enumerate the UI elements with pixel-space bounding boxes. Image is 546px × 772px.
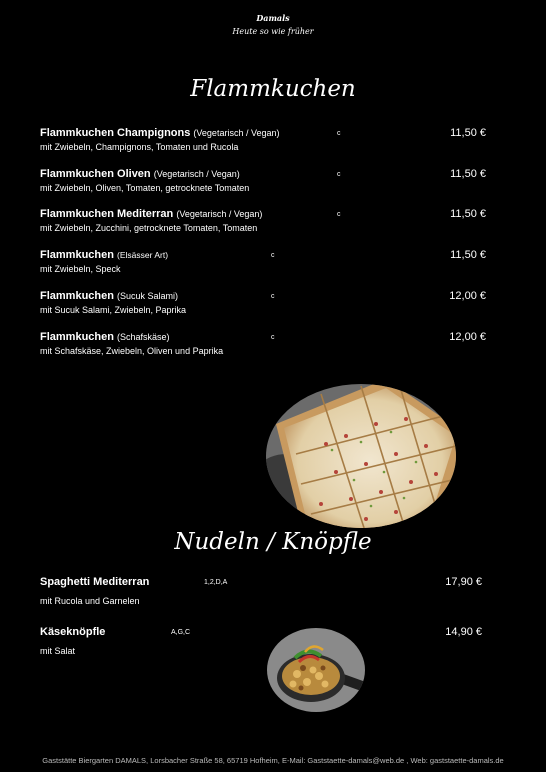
item-allergens: c <box>271 293 275 300</box>
item-description: mit Zwiebeln, Zucchini, getrocknete Tomaten, Tomaten <box>40 223 258 233</box>
item-allergens: 1,2,D,A <box>204 579 228 586</box>
item-price: 11,50 € <box>450 208 486 220</box>
menu-item <box>40 626 490 656</box>
item-name: Flammkuchen Oliven (Vegetarisch / Vegan) <box>40 168 240 180</box>
item-description: mit Zwiebeln, Oliven, Tomaten, getrocknete Tomaten <box>40 183 250 193</box>
flammkuchen-photo <box>266 384 456 528</box>
item-name: Flammkuchen Champignons (Vegetarisch / Vegan) <box>40 127 280 139</box>
item-description: mit Salat <box>40 646 76 656</box>
kaeseknoepfle-illustration <box>267 628 365 712</box>
menu-item <box>40 249 490 274</box>
item-name: Käseknöpfle <box>40 626 106 638</box>
item-note: (Schafskäse) <box>117 332 170 342</box>
menu-item <box>40 208 490 233</box>
item-note: (Sucuk Salami) <box>117 291 179 301</box>
item-note: (Vegetarisch / Vegan) <box>193 128 280 138</box>
item-name: Spaghetti Mediterran <box>40 576 150 588</box>
brand-name: Damals <box>256 13 290 23</box>
kaeseknoepfle-photo <box>267 628 365 712</box>
menu-item <box>40 576 490 606</box>
item-price: 14,90 € <box>445 626 482 638</box>
item-note: (Vegetarisch / Vegan) <box>176 209 263 219</box>
item-allergens: c <box>337 171 341 178</box>
item-allergens: c <box>337 211 341 218</box>
item-price: 12,00 € <box>449 331 486 343</box>
item-description: mit Rucola und Garnelen <box>40 596 140 606</box>
item-description: mit Zwiebeln, Speck <box>40 264 121 274</box>
menu-item <box>40 290 490 315</box>
section-title-nudeln: Nudeln / Knöpfle <box>174 529 372 555</box>
footer-contact: Gaststätte Biergarten DAMALS, Lorsbacher Straße 58, 65719 Hofheim, E-Mail: Gaststaette-damals@web.de , Web: gaststaette-damals.de <box>42 756 504 765</box>
item-price: 11,50 € <box>450 168 486 180</box>
section-title-flammkuchen: Flammkuchen <box>190 76 356 102</box>
item-name: Flammkuchen Mediterran (Vegetarisch / Vegan) <box>40 208 263 220</box>
item-price: 17,90 € <box>445 576 482 588</box>
item-allergens: c <box>271 252 275 259</box>
brand-tagline: Heute so wie früher <box>232 27 314 36</box>
item-description: mit Zwiebeln, Champignons, Tomaten und Rucola <box>40 142 239 152</box>
item-description: mit Sucuk Salami, Zwiebeln, Paprika <box>40 305 187 315</box>
item-name: Flammkuchen (Elsässer Art) <box>40 249 169 261</box>
item-note: (Elsässer Art) <box>117 250 169 260</box>
menu-item <box>40 331 490 356</box>
menu-item <box>40 168 490 193</box>
item-note: (Vegetarisch / Vegan) <box>153 169 240 179</box>
flammkuchen-illustration <box>266 384 456 528</box>
menu-item <box>40 127 490 152</box>
item-name: Flammkuchen (Sucuk Salami) <box>40 290 179 302</box>
item-allergens: c <box>337 130 341 137</box>
item-allergens: A,G,C <box>171 629 191 636</box>
item-price: 11,50 € <box>450 249 486 261</box>
item-description: mit Schafskäse, Zwiebeln, Oliven und Paprika <box>40 346 224 356</box>
item-allergens: c <box>271 334 275 341</box>
item-price: 11,50 € <box>450 127 486 139</box>
item-price: 12,00 € <box>449 290 486 302</box>
item-name: Flammkuchen (Schafskäse) <box>40 331 170 343</box>
